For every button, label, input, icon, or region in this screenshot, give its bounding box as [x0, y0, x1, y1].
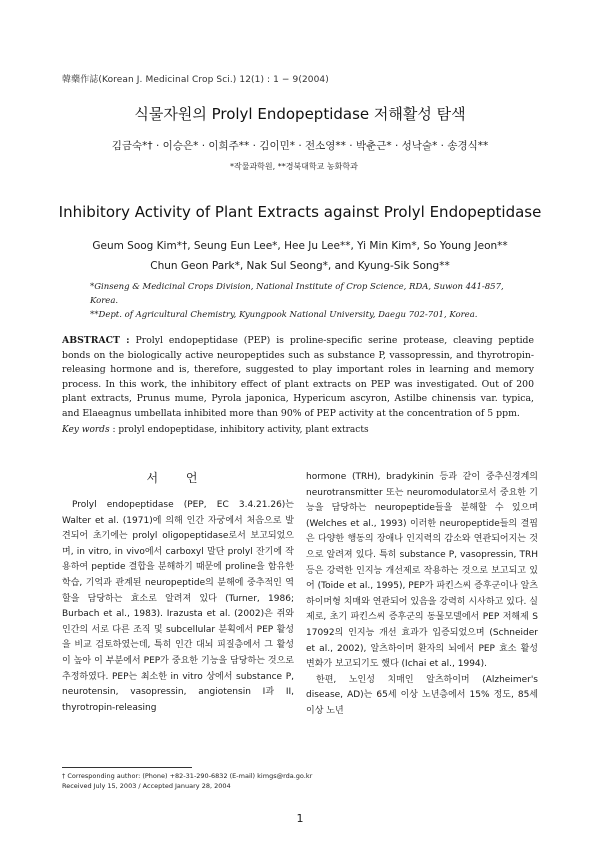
abstract-label: ABSTRACT : [62, 335, 130, 346]
english-authors-line-2: Chun Geon Park*, Nak Sul Seong*, and Kyung-Sik Song** [150, 260, 450, 272]
body-column-right [306, 470, 538, 720]
abstract [62, 334, 534, 422]
keywords-text: : prolyl endopeptidase, inhibitory activity, plant extracts [112, 425, 369, 435]
footnote-corresponding: † Corresponding author: (Phone) +82-31-290-6832 (E-mail) kimgs@rda.go.kr [62, 772, 313, 780]
abstract-text: Prolyl endopeptidase (PEP) is proline-specific serine protease, cleaving peptide bonds on the biologically active neuropeptides such as substance P, vassopressin, and thyrotropin-releasing hormone and is, therefore, suggested to play important roles in learning and memory process. In this work, the inhibitory effect of plant extracts on PEP was investigated. Out of 200 plant extracts, Prunus mume, Pyrola japonica, Hypericum ascyron, Astilbe chinensis var. typica, and Elaeagnus umbellata inhibited more than 90% of PEP activity at the concentration of 5 ppm. [62, 335, 534, 419]
english-authors [0, 236, 600, 276]
affiliation-line-1: *Ginseng & Medicinal Crops Division, National Institute of Crop Science, RDA, Suwon 441-857, Korea. [90, 282, 504, 306]
journal-citation: 韓藥作誌(Korean J. Medicinal Crop Sci.) 12(1) : 1 − 9(2004) [62, 75, 329, 85]
korean-authors: 김금숙*† · 이승은* · 이희주** · 김이민* · 전소영** · 박춘근* · 성낙술* · 송경식** [111, 140, 489, 152]
english-title: Inhibitory Activity of Plant Extracts against Prolyl Endopeptidase [58, 203, 542, 221]
english-affiliations [90, 280, 530, 322]
english-authors-line-1: Geum Soog Kim*†, Seung Eun Lee*, Hee Ju Lee**, Yi Min Kim*, So Young Jeon** [92, 240, 508, 252]
keywords [62, 425, 369, 435]
footnote-rule [62, 767, 192, 768]
body-paragraph: 한편, 노인성 치매인 알츠하이머 (Alzheimer's disease, AD)는 65세 이상 노년층에서 15% 정도, 85세 이상 노년 [306, 674, 538, 716]
page-number: 1 [296, 812, 304, 825]
section-heading: 서 언 [146, 471, 210, 485]
body-paragraph: hormone (TRH), bradykinin 등과 같이 중추신경계의 neurotransmitter 또는 neuromodulator로서 중요한 기능을 담당하는 neuropeptide들을 분해할 수 있으며 (Welches et al., 1993) 이러한 neuropeptide들의 결핍은 다양한 행동의 장애나 인지력의 감소와 연관되어지는 것으로 알려져 있다. 특히 substance P, vasopressin, TRH 등은 강력한 인지능 개선제로 작용하는 것으로 보고되고 있어 (Toide et al., 1995), PEP가 파킨스씨 증후군이나 알츠하이머형 치매와 연관되어 있음을 강력히 시사하고 있다. 실제로, 초기 파킨스씨 증후군의 동물모델에서 PEP 저해제 S 17092의 인지능 개선 효과가 입증되었으며 (Schneider et al., 2002), 알츠하이머 환자의 뇌에서 PEP 효소 활성 변화가 보고되기도 했다 (Ichai et al., 1994). [306, 472, 538, 670]
footnote [62, 771, 422, 791]
korean-title: 식물자원의 Prolyl Endopeptidase 저해활성 탐색 [134, 105, 466, 123]
body-column-left [62, 470, 294, 716]
affiliation-line-2: **Dept. of Agricultural Chemistry, Kyungpook National University, Daegu 702-701, Korea. [90, 310, 478, 320]
korean-affiliation: *작물과학원, **경북대학교 농화학과 [230, 162, 358, 171]
footnote-received: Received July 15, 2003 / Accepted January 28, 2004 [62, 782, 231, 790]
body-paragraph: Prolyl endopeptidase (PEP, EC 3.4.21.26)는 Walter et al. (1971)에 의해 인간 자궁에서 처음으로 발견되어 초기에는 prolyl oligopeptidase로서 보고되었으며, in vitro, in vivo에서 carboxyl 말단 prolyl 잔기에 작용하여 peptide 결합을 분해하기 때문에 proline을 함유한 학습, 기억과 관계된 neuropeptide의 분해에 중추적인 역할을 담당하는 효소로 알려져 있다 (Turner, 1986; Burbach et al., 1983). Irazusta et al. (2002)은 쥐와 인간의 서로 다른 조직 및 subcellular 분획에서 PEP 활성을 비교 검토하였는데, 특히 인간 대뇌 피질층에서 그 활성이 높아 이 부분에서 PEP가 중요한 기능을 담당하는 것으로 추정하였다. PEP는 최소한 in vitro 상에서 substance P, neurotensin, vasopressin, angiotensin I과 II, thyrotropin-releasing [62, 500, 294, 713]
keywords-label: Key words [62, 425, 110, 435]
